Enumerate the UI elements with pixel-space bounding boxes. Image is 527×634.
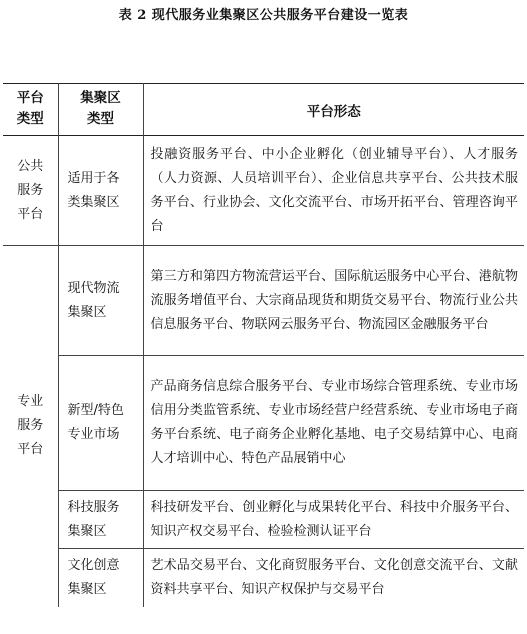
platform-form-cell: 第三方和第四方物流营运平台、国际航运服务中心平台、港航物流服务增值平台、大宗商品现货和期货交易平台、物流行业公共信息服务平台、物联网云服务平台、物流园区金融服务平台: [143, 246, 524, 356]
platform-form-cell: 艺术品交易平台、文化商贸服务平台、文化创意交流平台、文献资料共享平台、知识产权保护与交易平台: [143, 549, 524, 607]
table-title: 表 2 现代服务业集聚区公共服务平台建设一览表: [118, 8, 409, 23]
cluster-type-cell: 现代物流 集聚区: [58, 246, 143, 356]
platform-type-cell: 专业 服务 平台: [3, 246, 58, 607]
table-row: [3, 491, 524, 549]
table-row: [3, 356, 524, 491]
platform-table: [3, 83, 524, 607]
table-row: [3, 549, 524, 607]
cluster-type-cell: 文化创意 集聚区: [58, 549, 143, 607]
platform-form-cell: 产品商务信息综合服务平台、专业市场综合管理系统、专业市场信用分类监管系统、专业市场经营户经营系统、专业市场电子商务平台系统、电子商务企业孵化基地、电子交易结算中心、电商人才培训中心、特色产品展销中心: [143, 356, 524, 491]
header-platform-type: 平台 类型: [16, 90, 44, 127]
cluster-type-cell: 科技服务 集聚区: [58, 491, 143, 549]
table-row: [3, 246, 524, 356]
platform-type-cell: 公共 服务 平台: [17, 158, 44, 222]
header-platform-form: 平台形态: [143, 84, 524, 136]
platform-form-cell: 科技研发平台、创业孵化与成果转化平台、科技中介服务平台、知识产权交易平台、检验检测认证平台: [143, 491, 524, 549]
platform-form-cell: 投融资服务平台、中小企业孵化（创业辅导平台）、人才服务（人力资源、人员培训平台）、企业信息共享平台、公共技术服务平台、行业协会、文化交流平台、市场开拓平台、管理咨询平台: [143, 136, 524, 246]
cluster-type-cell: 适用于各 类集聚区: [58, 136, 143, 246]
cluster-type-cell: 新型/特色 专业市场: [58, 356, 143, 491]
header-cluster-type: 集聚区 类型: [58, 84, 143, 136]
table-header-row: [3, 84, 524, 136]
table-row: [3, 136, 524, 246]
